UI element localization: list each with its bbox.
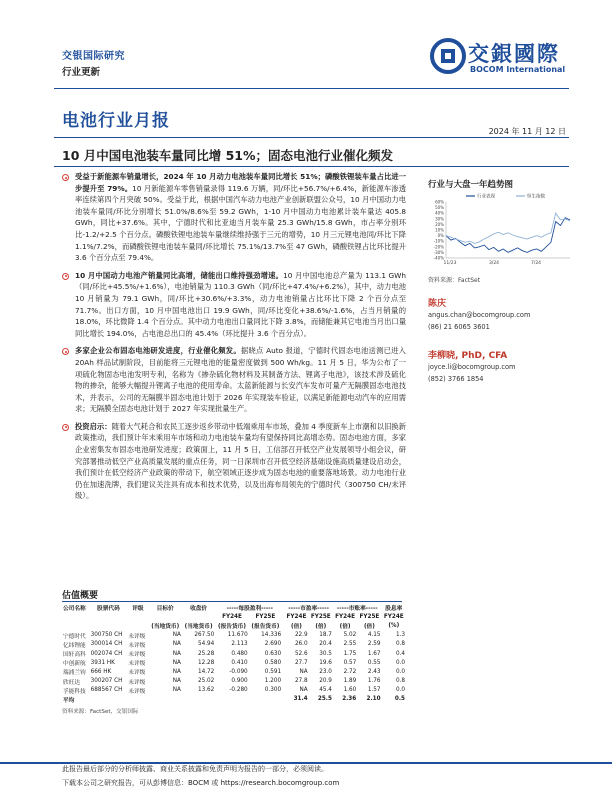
bullet-icon — [62, 348, 69, 355]
table-cell: 20.9 — [319, 678, 332, 685]
y-tick-label: -10% — [433, 238, 444, 244]
table-row — [62, 640, 406, 649]
table-cell: 2.59 — [367, 641, 381, 648]
table-cell: 4.15 — [367, 632, 381, 639]
table-cell — [215, 695, 248, 704]
table-cell: 未评级 — [128, 642, 146, 649]
table-cell: NA — [172, 650, 181, 657]
table-source: 资料来源：FactSet，交银国际 — [62, 709, 139, 715]
table-cell: 0.591 — [264, 668, 282, 675]
table-cell: 14.336 — [261, 632, 282, 639]
col-yield: 股息率 — [385, 606, 403, 613]
table-cell — [182, 695, 215, 704]
table-row — [62, 686, 406, 695]
legend-label: 恒生指数 — [527, 194, 545, 200]
table-row — [62, 677, 406, 686]
disclaimer-text: 此报告最后部分的分析师披露、商业关系披露和免责声明为报告的一部分，必须阅读。 — [62, 765, 328, 773]
table-cell: 0.55 — [367, 659, 381, 666]
bullet-icon — [62, 174, 69, 181]
col-unit: (当地货币) — [151, 624, 180, 631]
table-cell: 国轩高科 — [63, 652, 86, 659]
table-cell: 688567 CH — [90, 687, 123, 694]
table-cell: 300014 CH — [90, 641, 123, 648]
analyst-name: 李柳晓, PhD, CFA — [428, 351, 508, 361]
table-cell: 002074 CH — [90, 650, 123, 657]
table-cell: 0.580 — [264, 659, 282, 666]
y-tick-label: -40% — [433, 255, 444, 261]
bullet-text: 10 月新能源车零售销量录得 119.6 万辆，同/环比+56.7%/+6.4%，新能源车渗透率连续第四个月突破 50%。受益于此，根据中国汽车动力电池产业创新联盟公众号，10 月中国动力电池装车量同/环比分别增长 51.0%/8.6%至 59.2 GWh，1-10 月中国动力电池累计装车量达 405.8 GWh，同比+37.6%。其中，宁德时代和比亚迪当月装车量 25.3 GWh/15.8 GWh，市占率分别环比-1.2/+2.5 个百分点。磷酸铁锂电池装车量继续维持强于三元的增势，10 月三元锂电池同/环比下降 1.1%/7.2%，而磷酸铁锂电池装车量同/环比增长 75.1%/13.7%至 47 GWh，磷酸铁锂占比环比提升 3.6 个百分点至 79.4%。 — [75, 183, 406, 263]
bullet-lead: 10 月中国动力电池产销量同比高增，储能出口维持强劲增速。 — [75, 270, 284, 280]
table-cell: 0.410 — [231, 659, 248, 666]
y-tick-label: 60% — [435, 199, 444, 205]
col-eps-fy24: FY24E — [222, 613, 242, 620]
col-pb-fy24: FY24E — [335, 613, 355, 620]
brand-name: 交银国际研究 — [62, 51, 125, 62]
table-cell: 欣旺达 — [63, 679, 81, 686]
analyst-card — [428, 296, 568, 333]
table-row — [62, 631, 406, 640]
table-cell: 1.76 — [367, 678, 381, 685]
y-tick-label: 30% — [435, 216, 444, 222]
analyst-phone: (852) 3766 1854 — [428, 375, 484, 383]
table-top-rule — [62, 601, 402, 602]
col-rating: 评级 — [132, 606, 144, 613]
bullet-icon — [62, 424, 69, 431]
y-tick-label: -20% — [433, 244, 444, 250]
table-cell: 26.0 — [294, 641, 308, 648]
table-cell: 666 HK — [90, 668, 112, 675]
table-cell: 0.5 — [394, 696, 405, 703]
table-cell: 未评级 — [128, 670, 146, 677]
table-cell: 0.57 — [343, 659, 357, 666]
table-cell: 0.480 — [231, 650, 248, 657]
col-unit: (报告货币) — [251, 624, 280, 631]
bullet-item — [62, 270, 406, 340]
table-row — [62, 658, 406, 667]
table-cell: 300750 CH — [90, 632, 123, 639]
table-cell: 0.0 — [395, 668, 405, 675]
table-cell: 25.28 — [198, 650, 215, 657]
table-cell: 45.4 — [319, 687, 332, 694]
table-cell: NA — [299, 687, 308, 694]
table-cell: 18.7 — [319, 632, 332, 639]
table-cell: 亿纬锂能 — [63, 642, 86, 649]
col-pb: -----市账率----- — [336, 606, 378, 613]
bocom-logo-icon — [430, 38, 466, 74]
table-cell: 30.5 — [319, 650, 332, 657]
col-yield-fy24: FY24E — [383, 613, 404, 620]
col-close: 收盘价 — [190, 606, 208, 613]
table-cell: -0.090 — [229, 668, 248, 675]
analyst-name: 陈庆 — [428, 299, 447, 309]
bullet-text: 据晓点 Auto 报道，宁德时代固态电池送测已进入 20Ah 样品试制阶段，目前能将三元锂电池的能量密度做到 500 Wh/kg。11 月 5 日，华为公布了一项硫化物固态电池发明专利，名称为《掺杂硫化物材料及其制备方法、锂离子电池》，该技术涉及硫化物的掺杂，能够大幅提升锂离子电池的使用寿命。太蓝新能源与长安汽车发布可量产无隔膜固态电池技术，并表示，公司的无隔膜半固态电池计划于 2026 年实现装车验证，以满足新能源电动汽车的应用需求；无隔膜全固态电池计划于 2027 年实现批量生产。 — [75, 346, 406, 414]
table-cell: NA — [299, 668, 308, 675]
table-cell: 2.55 — [343, 641, 357, 648]
bullet-list — [62, 171, 406, 508]
table-cell: 1.89 — [343, 678, 357, 685]
valuation-table — [62, 603, 406, 704]
table-cell: 0.4 — [395, 650, 405, 657]
table-cell: 2.690 — [264, 641, 282, 648]
table-cell: 2.72 — [343, 668, 357, 675]
trend-chart — [424, 188, 574, 273]
analyst-phone: (86) 21 6065 3601 — [428, 323, 490, 331]
bullet-text: 随着大气耗合和农民工逐步返乡带动中低端乘用车市场，叠加 4 季度新车上市潮和以旧换新政策推动，我们预计年末乘用车市场和动力电池装车量均有望保持同比高增态势。固态电池方面，多家企业密集发布固态电池研发进度；政策面上，11 月 5 日，工信部召开低空产业发展领导小组会议，研究部署推动低空产业高质量发展的重点任务，同一日深圳市召开低空经济基础设施高质量建设启动会，我们预计在低空经济产业政策的带动下，航空领域正逐步成为固态电池的重要落地场景。动力电池行业仍在加速洗牌，我们建议关注具有成本和技术优势，以及出海布局领先的宁德时代（300750 CH/未评级）。 — [75, 421, 407, 501]
table-cell: 1.60 — [343, 687, 357, 694]
bocom-logo — [430, 38, 570, 78]
bullet-lead: 多家企业公布固态电池研发进度，行业催化频发。 — [75, 346, 241, 356]
legend-label: 行业表现 — [477, 194, 495, 200]
table-cell: 2.43 — [367, 668, 381, 675]
table-cell: 20.4 — [319, 641, 332, 648]
col-pe: -----市盈率----- — [288, 606, 329, 613]
col-target: 目标价 — [156, 606, 174, 613]
col-pe-fy25: FY25E — [310, 613, 331, 620]
header-divider — [54, 88, 569, 89]
y-tick-label: 20% — [435, 221, 444, 227]
table-cell: 2.113 — [231, 641, 248, 648]
col-pe-fy24: FY24E — [286, 613, 307, 620]
bullet-lead: 受益于新能源车销量增长，2024 年 10 月动力电池装车量同比增长 51%；磷酸铁锂装车量占比进一步提升至 79%。 — [75, 172, 406, 193]
table-cell: 27.7 — [294, 659, 308, 666]
col-pb-fy25: FY25E — [359, 613, 380, 620]
table-header-row — [62, 621, 406, 630]
table-cell: 267.50 — [194, 632, 215, 639]
col-unit: (倍) — [315, 624, 327, 631]
analyst-email[interactable]: angus.chan@bocomgroup.com — [428, 311, 531, 319]
series-line-0 — [446, 218, 570, 253]
table-cell: 瑞浦兰钧 — [63, 670, 86, 677]
table-cell: 23.0 — [319, 668, 332, 675]
table-row — [62, 649, 406, 658]
y-tick-label: 10% — [435, 227, 444, 233]
bullet-icon — [62, 273, 69, 280]
table-cell: 未评级 — [128, 688, 146, 695]
table-cell: 宁德时代 — [63, 633, 86, 640]
table-cell: 5.02 — [343, 632, 357, 639]
download-notice[interactable]: 下载本公司之研究报告，可从彭博信息：BOCM 或 https://research.bocomgroup.com — [62, 779, 340, 787]
col-ticker: 股票代码 — [97, 606, 120, 613]
table-cell: 1.3 — [395, 632, 405, 639]
table-cell: 22.9 — [294, 632, 308, 639]
table-cell: 2.36 — [342, 696, 357, 703]
table-cell: 0.8 — [395, 678, 405, 685]
col-unit: (倍) — [363, 624, 375, 631]
table-cell: -0.280 — [229, 687, 248, 694]
table-cell: 52.6 — [294, 650, 308, 657]
title-divider — [54, 137, 569, 138]
bullet-text: 10 月中国电池总产量为 113.1 GWh（同/环比+45.5%/+1.6%），电池销量为 110.3 GWh（同/环比+47.4%/+6.2%），其中，动力电池 10 月销量为 79.1 GWh，同/环比+30.6%/+3.3%，动力电池销量占比环比下降 2 个百分点至 71.7%。出口方面，10 月中国电池出口 19.9 GWh，同/环比变化+38.6%/-1.6%，占当月销量的 18.0%，环比微降 1.4 个百分点。其中动力电池出口量同比下降 3.8%，而储能兼其它电池当月出口量同比增长 194.0%，占电池总出口的 45.4%（环比提升 3.6 个百分点）。 — [75, 270, 406, 338]
col-eps-fy25: FY25E — [255, 613, 276, 620]
section-title: 电池行业月报 — [62, 111, 170, 131]
headline: 10 月中国电池装车量同比增 51%；固态电池行业催化频发 — [62, 148, 394, 163]
table-cell: 未评级 — [128, 652, 146, 659]
col-unit: (%) — [388, 622, 400, 629]
y-tick-label: 0% — [437, 233, 444, 239]
table-row — [62, 667, 406, 676]
table-header-row — [62, 612, 406, 621]
bullet-item — [62, 171, 406, 264]
table-cell: 中创新航 — [63, 661, 86, 668]
table-cell: 0.630 — [264, 650, 282, 657]
analyst-email[interactable]: joyce.li@bocomgroup.com — [428, 363, 516, 371]
table-cell: 0.0 — [395, 659, 405, 666]
logo-chinese: 交銀國際 — [468, 41, 560, 66]
table-cell: 27.8 — [294, 678, 308, 685]
table-cell — [249, 695, 282, 704]
col-eps: -----每股盈利----- — [226, 606, 273, 613]
table-row — [62, 695, 406, 704]
table-cell: 未评级 — [128, 633, 146, 640]
col-unit: (当地货币) — [184, 624, 213, 631]
table-header-row — [62, 603, 406, 612]
chart-source: 资料来源：FactSet — [428, 277, 481, 284]
headline-divider — [54, 166, 569, 167]
logo-english: BOCOM International — [470, 65, 566, 74]
y-tick-label: -30% — [433, 249, 444, 255]
table-cell: 0.0 — [395, 687, 405, 694]
x-tick-label: 7/24 — [530, 261, 542, 266]
table-cell: 1.200 — [264, 678, 282, 685]
table-cell: NA — [172, 687, 181, 694]
table-cell: 11.670 — [227, 632, 248, 639]
table-cell: NA — [172, 641, 181, 648]
col-unit: (报告货币) — [218, 624, 246, 631]
table-cell: 31.4 — [293, 696, 308, 703]
table-cell: 孚能科技 — [63, 688, 86, 695]
table-cell: 300207 CH — [90, 678, 123, 685]
table-cell: 25.02 — [198, 678, 215, 685]
y-tick-label: 40% — [435, 210, 444, 216]
table-cell — [90, 695, 128, 704]
table-cell: 2.10 — [366, 696, 381, 703]
bullet-item — [62, 421, 406, 502]
bullet-lead: 投资启示： — [75, 421, 112, 431]
table-cell: 12.28 — [198, 659, 215, 666]
chart-title: 行业与大盘一年趋势图 — [428, 180, 514, 190]
table-cell: 1.67 — [367, 650, 381, 657]
table-cell: 13.62 — [198, 687, 215, 694]
table-cell: 1.75 — [343, 650, 357, 657]
valuation-title: 估值概要 — [62, 591, 99, 601]
table-cell: 平均 — [63, 697, 75, 704]
table-cell: NA — [172, 668, 181, 675]
col-unit: (倍) — [339, 624, 351, 631]
report-type: 行业更新 — [62, 67, 101, 78]
table-cell: 未评级 — [128, 679, 146, 686]
y-tick-label: 50% — [435, 205, 444, 211]
table-cell: 1.57 — [367, 687, 381, 694]
col-company: 公司名称 — [63, 606, 86, 613]
col-unit: (倍) — [291, 624, 302, 631]
table-cell: NA — [172, 632, 181, 639]
table-cell: 0.8 — [395, 641, 405, 648]
report-date: 2024 年 11 月 12 日 — [488, 127, 566, 136]
table-cell: 19.6 — [319, 659, 332, 666]
table-cell: 54.94 — [198, 641, 215, 648]
x-tick-label: 11/23 — [443, 261, 457, 266]
table-cell: 3931 HK — [90, 659, 115, 666]
table-cell: 25.5 — [317, 696, 332, 703]
table-cell — [149, 695, 182, 704]
bullet-item — [62, 345, 406, 415]
table-cell: NA — [172, 659, 181, 666]
table-cell — [127, 695, 148, 704]
table-cell: 0.300 — [264, 687, 282, 694]
table-cell: 未评级 — [128, 661, 146, 668]
table-cell: 0.900 — [231, 678, 248, 685]
analyst-card — [428, 348, 568, 385]
x-tick-label: 3/24 — [488, 261, 500, 266]
table-cell: 14.72 — [198, 668, 215, 675]
table-cell: NA — [172, 678, 181, 685]
